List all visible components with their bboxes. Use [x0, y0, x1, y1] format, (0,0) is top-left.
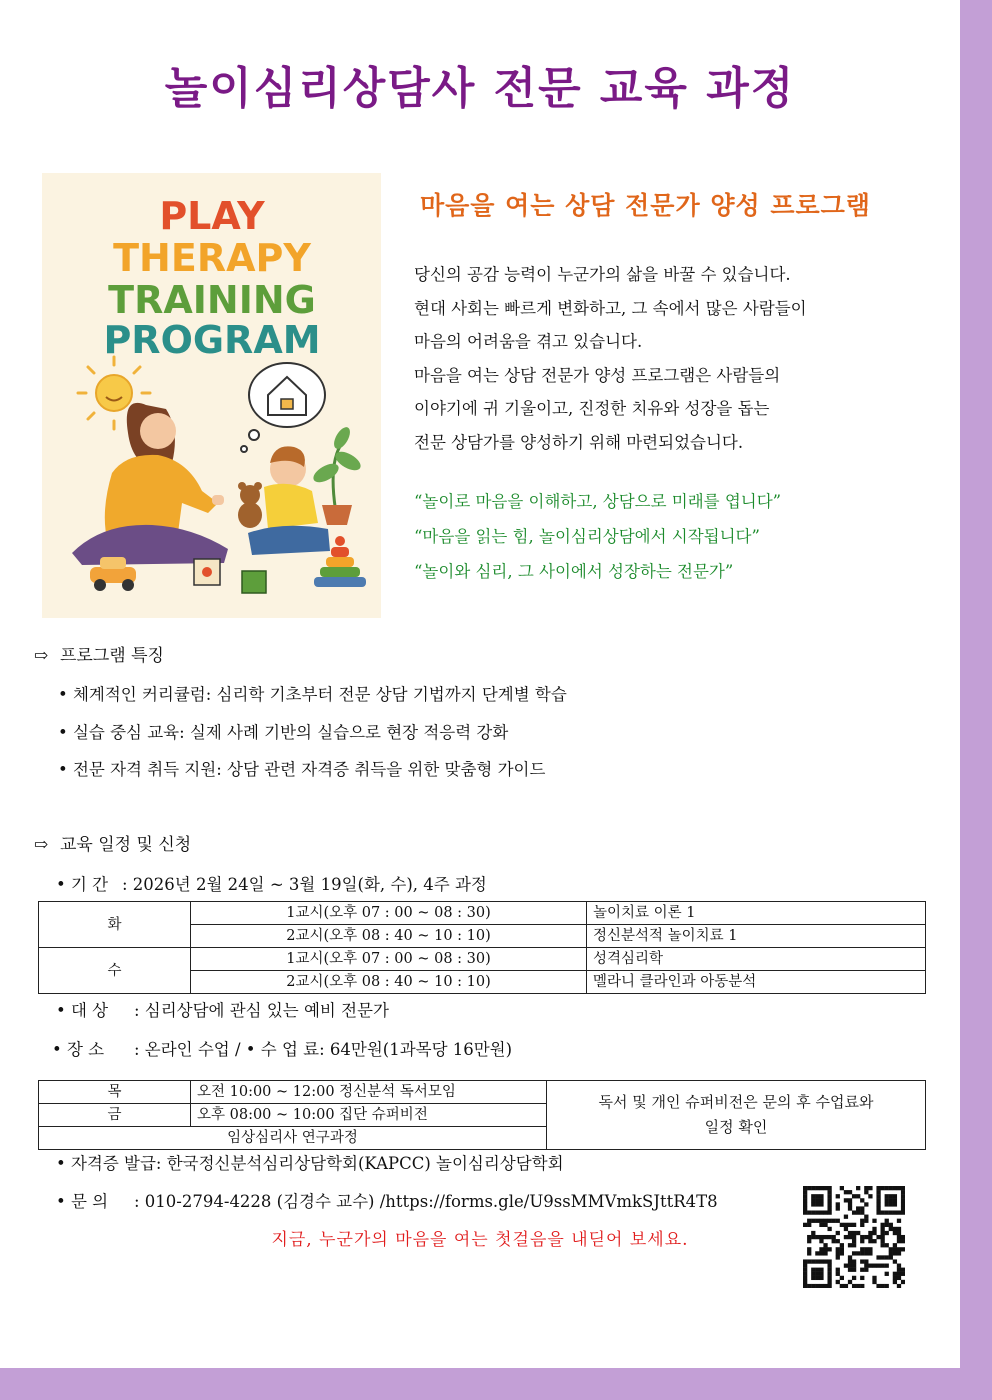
target-row [56, 997, 389, 1021]
arrow-icon: ⇨ [34, 646, 49, 666]
day-cell: 목 [39, 1081, 191, 1104]
day-cell: 금 [39, 1104, 191, 1127]
day-cell: 화 [39, 902, 191, 948]
schedule-table [38, 901, 926, 994]
target-value: : 심리상담에 관심 있는 예비 전문가 [134, 1001, 389, 1020]
poster-line-4: PROGRAM [103, 318, 321, 362]
intro-line: 현대 사회는 빠르게 변화하고, 그 속에서 많은 사람들이 [414, 298, 807, 318]
place-value: : 온라인 수업 / • 수 업 료: 64만원(1과목당 16만원) [134, 1040, 513, 1059]
qr-code-icon[interactable] [803, 1186, 905, 1288]
period-row [56, 871, 487, 895]
study-group-table [38, 1080, 926, 1150]
arrow-icon: ⇨ [34, 835, 49, 855]
period-value: : 2026년 2월 24일 ~ 3월 19일(화, 수), 4주 과정 [122, 875, 487, 894]
contact-row [56, 1188, 718, 1212]
subject-cell: 멜라니 클라인과 아동분석 [587, 971, 926, 994]
closing-message: 지금, 누군가의 마음을 여는 첫걸음을 내딛어 보세요. [271, 1230, 689, 1250]
period-label: • 기 간 [56, 875, 109, 894]
note-cell: 독서 및 개인 슈퍼비전은 문의 후 수업료와 일정 확인 [547, 1081, 926, 1150]
day-cell: 수 [39, 948, 191, 994]
contact-value[interactable]: : 010-2794-4228 (김경수 교수) /https://forms.gle/U9ssMMVmkSJttR4T8 [134, 1192, 718, 1211]
subject-cell: 성격심리학 [587, 948, 926, 971]
place-row [52, 1036, 512, 1060]
subject-cell: 정신분석적 놀이치료 1 [587, 925, 926, 948]
subject-cell: 놀이치료 이론 1 [587, 902, 926, 925]
contact-label: • 문 의 [56, 1192, 109, 1211]
slogans [414, 484, 934, 589]
cert-label: • 자격증 발급 [56, 1154, 156, 1173]
cert-row [56, 1150, 564, 1174]
intro-line: 전문 상담가를 양성하기 위해 마련되었습니다. [414, 432, 744, 452]
intro-line: 당신의 공감 능력이 누군가의 삶을 바꿀 수 있습니다. [414, 265, 791, 284]
page-border-bottom [0, 1368, 992, 1400]
feature-item: • 체계적인 커리큘럼: 심리학 기초부터 전문 상담 기법까지 단계별 학습 [58, 685, 567, 704]
poster-line-3: TRAINING [108, 278, 316, 322]
green-block-icon [242, 571, 266, 593]
poster-line-2: THERAPY [113, 236, 311, 280]
feature-item: • 전문 자격 취득 지원: 상담 관련 자격증 취득을 위한 맞춤형 가이드 [58, 760, 546, 779]
subtitle: 마음을 여는 상담 전문가 양성 프로그램 [420, 191, 871, 220]
page-border-right [960, 0, 992, 1400]
poster-line-1: PLAY [159, 194, 265, 238]
target-label: • 대 상 [56, 1001, 109, 1020]
toy-block-icon [194, 559, 220, 585]
intro-text [414, 258, 934, 459]
poster-illustration [42, 173, 381, 618]
cert-value: : 한국정신분석심리상담학회(KAPCC) 놀이심리상담학회 [155, 1154, 564, 1173]
slogan: “놀이로 마음을 이해하고, 상담으로 미래를 엽니다” [414, 492, 782, 511]
time-cell: 1교시(오후 07 : 00 ~ 08 : 30) [191, 948, 587, 971]
intro-line: 이야기에 귀 기울이고, 진정한 치유와 성장을 돕는 [414, 399, 770, 418]
feature-item: • 실습 중심 교육: 실제 사례 기반의 실습으로 현장 적응력 강화 [58, 723, 509, 742]
time-cell: 2교시(오후 08 : 40 ~ 10 : 10) [191, 925, 587, 948]
slogan: “마음을 읽는 힘, 놀이심리상담에서 시작됩니다” [414, 527, 760, 546]
slogan: “놀이와 심리, 그 사이에서 성장하는 전문가” [414, 562, 734, 581]
desc-cell: 오전 10:00 ~ 12:00 정신분석 독서모임 [191, 1081, 547, 1104]
intro-line: 마음의 어려움을 겪고 있습니다. [414, 332, 643, 351]
schedule-heading: ⇨ 교육 일정 및 신청 [34, 835, 192, 855]
desc-cell: 오후 08:00 ~ 10:00 집단 슈퍼비전 [191, 1104, 547, 1127]
time-cell: 2교시(오후 08 : 40 ~ 10 : 10) [191, 971, 587, 994]
features-heading: ⇨ 프로그램 특징 [34, 646, 164, 666]
time-cell: 1교시(오후 07 : 00 ~ 08 : 30) [191, 902, 587, 925]
place-label: • 장 소 [52, 1040, 105, 1059]
page-title: 놀이심리상담사 전문 교육 과정 [164, 63, 796, 114]
intro-line: 마음을 여는 상담 전문가 양성 프로그램은 사람들의 [414, 365, 781, 385]
footer-cell: 임상심리사 연구과정 [39, 1127, 547, 1150]
